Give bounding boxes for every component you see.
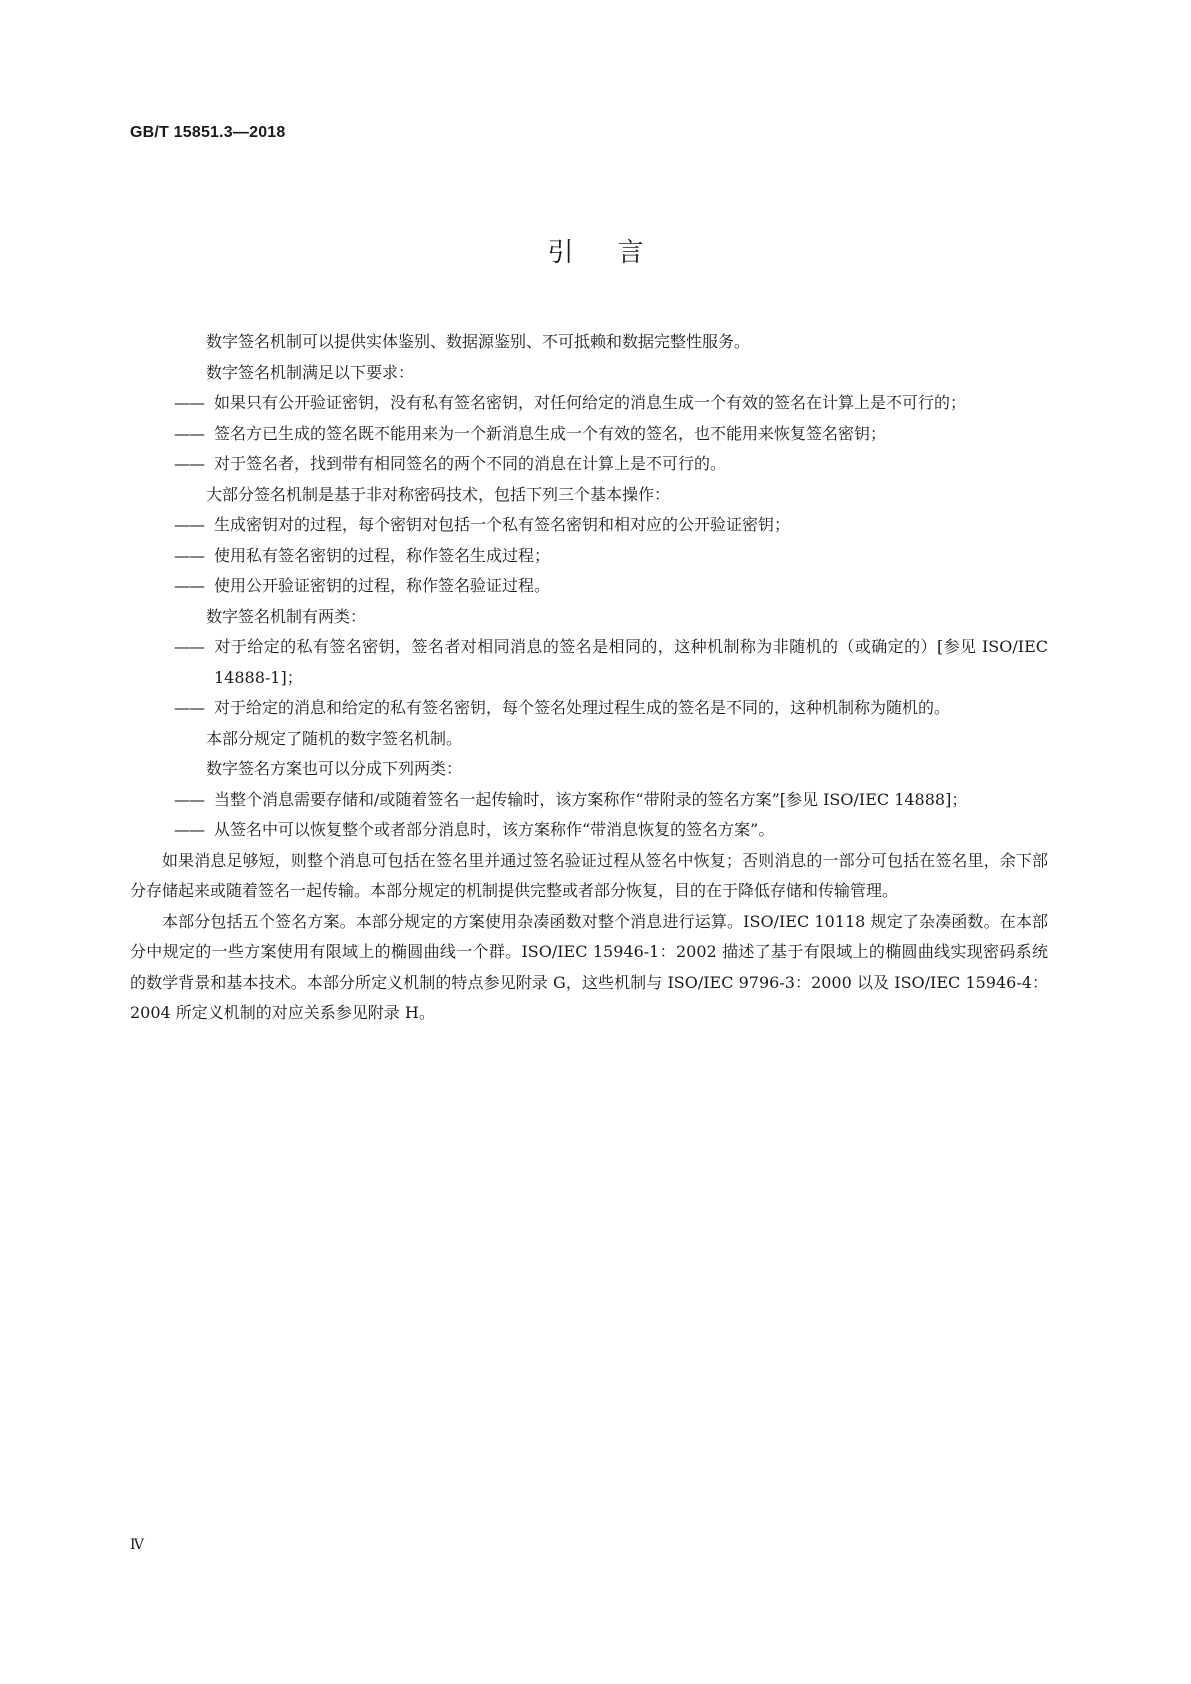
paragraph-operations-lead: 大部分签名机制是基于非对称密码技术，包括下列三个基本操作： [206, 484, 671, 504]
page-number: Ⅳ [130, 1537, 144, 1553]
paragraph-schemes-overview: 本部分包括五个签名方案。本部分规定的方案使用杂凑函数对整个消息进行运算。ISO/IEC 10118 规定了杂凑函数。在本部分中规定的一些方案使用有限域上的椭圆曲线一个群。ISO/IEC 15946-1：2002 描述了基于有限域上的椭圆曲线实现密码系统的数学背景和基本技术。本部分所定义机制的特点参见附录 G，这些机制与 ISO/IEC 9796-3：2000 以及 ISO/IEC 15946-4：2004 所定义机制的对应关系参见附录 H。 [130, 911, 1048, 1022]
list-item-text: 对于签名者，找到带有相同签名的两个不同的消息在计算上是不可行的。 [214, 454, 727, 473]
dash-marker: —— [174, 637, 204, 656]
list-item-text: 生成密钥对的过程，每个密钥对包括一个私有签名密钥和相对应的公开验证密钥； [214, 515, 791, 534]
list-item [174, 785, 1048, 816]
dash-marker: —— [174, 454, 204, 473]
paragraph-scope: 本部分规定了随机的数字签名机制。 [206, 728, 463, 748]
dash-marker: —— [174, 423, 204, 443]
list-item-text: 对于给定的消息和给定的私有签名密钥，每个签名处理过程生成的签名是不同的，这种机制称为随机的。 [214, 698, 951, 717]
list-item-text: 使用私有签名密钥的过程，称作签名生成过程； [214, 545, 551, 565]
paragraph-types-lead: 数字签名机制有两类： [206, 606, 367, 626]
list-item-text: 签名方已生成的签名既不能用来为一个新消息生成一个有效的签名，也不能用来恢复签名密钥； [214, 423, 887, 443]
page-title: 引言 [547, 238, 688, 268]
dash-marker: —— [174, 545, 204, 565]
paragraph-schemes-lead: 数字签名方案也可以分成下列两类： [206, 759, 463, 778]
standard-number: GB/T 15851.3—2018 [130, 124, 286, 141]
list-item [174, 388, 1048, 419]
list-item [174, 815, 1048, 846]
paragraph-message-recovery: 如果消息足够短，则整个消息可包括在签名里并通过签名验证过程从签名中恢复；否则消息的一部分可包括在签名里，余下部分存储起来或随着签名一起传输。本部分规定的机制提供完整或者部分恢复，目的在于降低存储和传输管理。 [130, 850, 1048, 900]
list-item [174, 693, 1048, 724]
paragraph-requirements-lead: 数字签名机制满足以下要求： [206, 362, 415, 382]
list-item [174, 449, 1048, 480]
list-item [174, 632, 1048, 693]
dash-marker: —— [174, 789, 204, 809]
introduction-body [130, 327, 1048, 1029]
list-item [174, 571, 1048, 602]
list-item-text: 当整个消息需要存储和/或随着签名一起传输时，该方案称作“带附录的签名方案”[参见 ISO/IEC 14888]； [214, 789, 968, 809]
list-item [174, 419, 1048, 450]
list-item [174, 541, 1048, 572]
dash-marker: —— [174, 393, 204, 412]
list-item-text: 从签名中可以恢复整个或者部分消息时，该方案称作“带消息恢复的签名方案”。 [214, 820, 775, 839]
paragraph-intro: 数字签名机制可以提供实体鉴别、数据源鉴别、不可抵赖和数据完整性服务。 [206, 332, 751, 351]
list-item-text: 使用公开验证密钥的过程，称作签名验证过程。 [214, 576, 551, 595]
dash-marker: —— [174, 515, 204, 534]
list-item [174, 510, 1048, 541]
dash-marker: —— [174, 698, 204, 717]
dash-marker: —— [174, 820, 204, 839]
dash-marker: —— [174, 576, 204, 595]
list-item-text: 对于给定的私有签名密钥，签名者对相同消息的签名是相同的，这种机制称为非随机的（或确定的）[参见 ISO/IEC 14888-1]； [214, 637, 1048, 687]
list-item-text: 如果只有公开验证密钥，没有私有签名密钥，对任何给定的消息生成一个有效的签名在计算上是不可行的； [214, 393, 967, 412]
